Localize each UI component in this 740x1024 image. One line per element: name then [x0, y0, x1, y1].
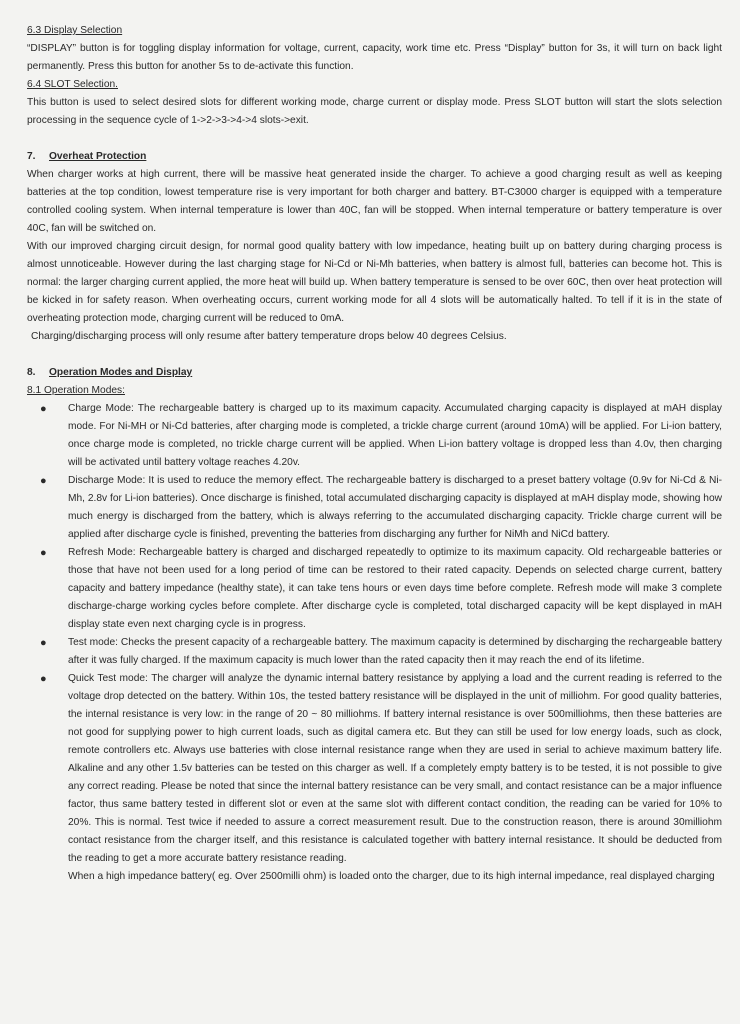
- bullet-icon: ●: [40, 637, 47, 649]
- section-7-number: 7.: [27, 151, 36, 162]
- section-8-1-subtitle: 8.1 Operation Modes:: [27, 385, 125, 396]
- section-7-para-3: Charging/discharging process will only resume after battery temperature drops below 40 degrees Celsius.: [31, 331, 507, 342]
- section-6-3-body: “DISPLAY” button is for toggling display information for voltage, current, capacity, work time etc. Press “Display” button for 3s, it will turn on back light permanently. Press this button for another 5s to de-activate this function.: [27, 43, 722, 72]
- bullet-icon: ●: [40, 673, 47, 685]
- section-7-para-1: When charger works at high current, there will be massive heat generated inside the charger. To achieve a good charging result as well as keeping batteries at the top condition, lowest temperature rise is very important for both charger and battery. BT-C3000 charger is equipped with a temperature controlled cooling system. When internal temperature is lower than 40C, fan will be stopped. When internal temperature or battery temperature is over 40C, fan will be switched on.: [27, 169, 722, 234]
- list-item-discharge-mode: [27, 472, 722, 544]
- bullet-icon: ●: [40, 547, 47, 559]
- section-6-4: [27, 76, 722, 130]
- bullet-icon: ●: [40, 403, 47, 415]
- list-item-text: Discharge Mode: It is used to reduce the memory effect. The rechargeable battery is discharged to a preset battery voltage (0.9v for Ni-Cd & Ni-Mh, 2.8v for Li-ion batteries). Once discharge is finished, total accumulated discharging capacity is displayed at mAH display mode, showing how much energy is discharged from the battery, which is always referring to the accumulated discharging capacity. Trickle charge current will be applied after discharge cycle is finished, preventing the batteries from discharging any further for NiMh and NiCd battery.: [68, 475, 722, 540]
- section-8: [27, 364, 722, 886]
- section-8-title: Operation Modes and Display: [49, 367, 193, 378]
- section-6-3: [27, 22, 722, 76]
- list-item-text: Test mode: Checks the present capacity of a rechargeable battery. The maximum capacity is determined by discharging the rechargeable battery after it was fully charged. If the maximum capacity is much lower than the rated capacity then it may reach the end of its lifetime.: [68, 637, 722, 666]
- operation-modes-list: [27, 400, 722, 868]
- section-7-heading: [27, 148, 722, 166]
- section-6-3-title: 6.3 Display Selection: [27, 25, 123, 36]
- section-7-title: Overheat Protection: [49, 151, 147, 162]
- section-8-heading: [27, 364, 722, 382]
- section-6-4-body: This button is used to select desired slots for different working mode, charge current or display mode. Press SLOT button will start the slots selection processing in the sequence cycle of 1->2->3->4->4 slots->exit.: [27, 97, 722, 126]
- section-6-4-title: 6.4 SLOT Selection.: [27, 79, 118, 90]
- section-7: [27, 148, 722, 346]
- list-item-quick-test-mode: [27, 670, 722, 868]
- list-item-text: Charge Mode: The rechargeable battery is charged up to its maximum capacity. Accumulated charging capacity is displayed at mAH display mode. For Ni-MH or Ni-Cd batteries, after charging mode is completed, a trickle charge current (around 10mA) will be applied. For Li-ion battery, once charge mode is completed, no trickle charge current will be applied. When Li-ion battery voltage is dropped less than 4.0v, then charging will be activated until battery voltage reaches 4.20v.: [68, 403, 722, 468]
- quick-test-continuation: When a high impedance battery( eg. Over 2500milli ohm) is loaded onto the charger, due to its high internal impedance, real displayed charging: [68, 871, 715, 882]
- section-8-number: 8.: [27, 367, 36, 378]
- list-item-text: Refresh Mode: Rechargeable battery is charged and discharged repeatedly to optimize to its maximum capacity. Old rechargeable batteries or those that have not been used for a long period of time can be restored to their rated capacity. Depends on selected charge current, battery capacity and battery impedance (healthy state), it can take tens hours or even days time before complete. Refresh mode will make 3 complete discharge-charge working cycles before complete. After discharge cycle is completed, total discharged capacity will be kept displayed in mAH display state even next charging cycle is in progress.: [68, 547, 722, 630]
- list-item-text: Quick Test mode: The charger will analyze the dynamic internal battery resistance by applying a load and the current reading is referred to the voltage drop detected on the battery. Within 10s, the tested battery resistance will be displayed in the unit of milliohm. For good quality batteries, the internal resistance is very low: in the range of 20 ~ 80 milliohms. If battery internal resistance is over 500milliohms, then these batteries are not good for supplying power to high current loads, such as digital camera etc. But they can still be used for low energy loads, such as clock, remote controllers etc. Always use batteries with close internal resistance range when they are used in serial to achieve maximum battery life. Alkaline and any other 1.5v batteries can be tested on this charger as well. If a completely empty battery is to be tested, it is not possible to give any correct reading. Please be noted that since the internal battery resistance can be very small, and contact resistance can be a major influence factor, thus same battery tested in different slot or even at the same slot with different contact condition, the reading can be varied for 10% to 20%. This is normal. Test twice if needed to assure a correct measurement result. Due to the construction reason, there is around 30milliohm contact resistance from the charger itself, and this resistance is calculated together with battery internal resistance. It should be deducted from the reading to get a more accurate battery resistance reading.: [68, 673, 722, 864]
- list-item-charge-mode: [27, 400, 722, 472]
- list-item-test-mode: [27, 634, 722, 670]
- bullet-icon: ●: [40, 475, 47, 487]
- section-7-para-2: With our improved charging circuit design, for normal good quality battery with low impedance, heating built up on battery during charging process is almost unnoticeable. However during the last charging stage for Ni-Cd or Ni-Mh batteries, when battery is almost full, batteries can become hot. This is normal: the larger charging current applied, the more heat will build up. When battery temperature is sensed to be over 60C, then over heat protection will be kicked in for safety reason. When overheating occurs, current working mode for all 4 slots will be automatically halted. To tell if it is in the state of overheating protection mode, charging current will be reduced to 0mA.: [27, 241, 722, 324]
- list-item-refresh-mode: [27, 544, 722, 634]
